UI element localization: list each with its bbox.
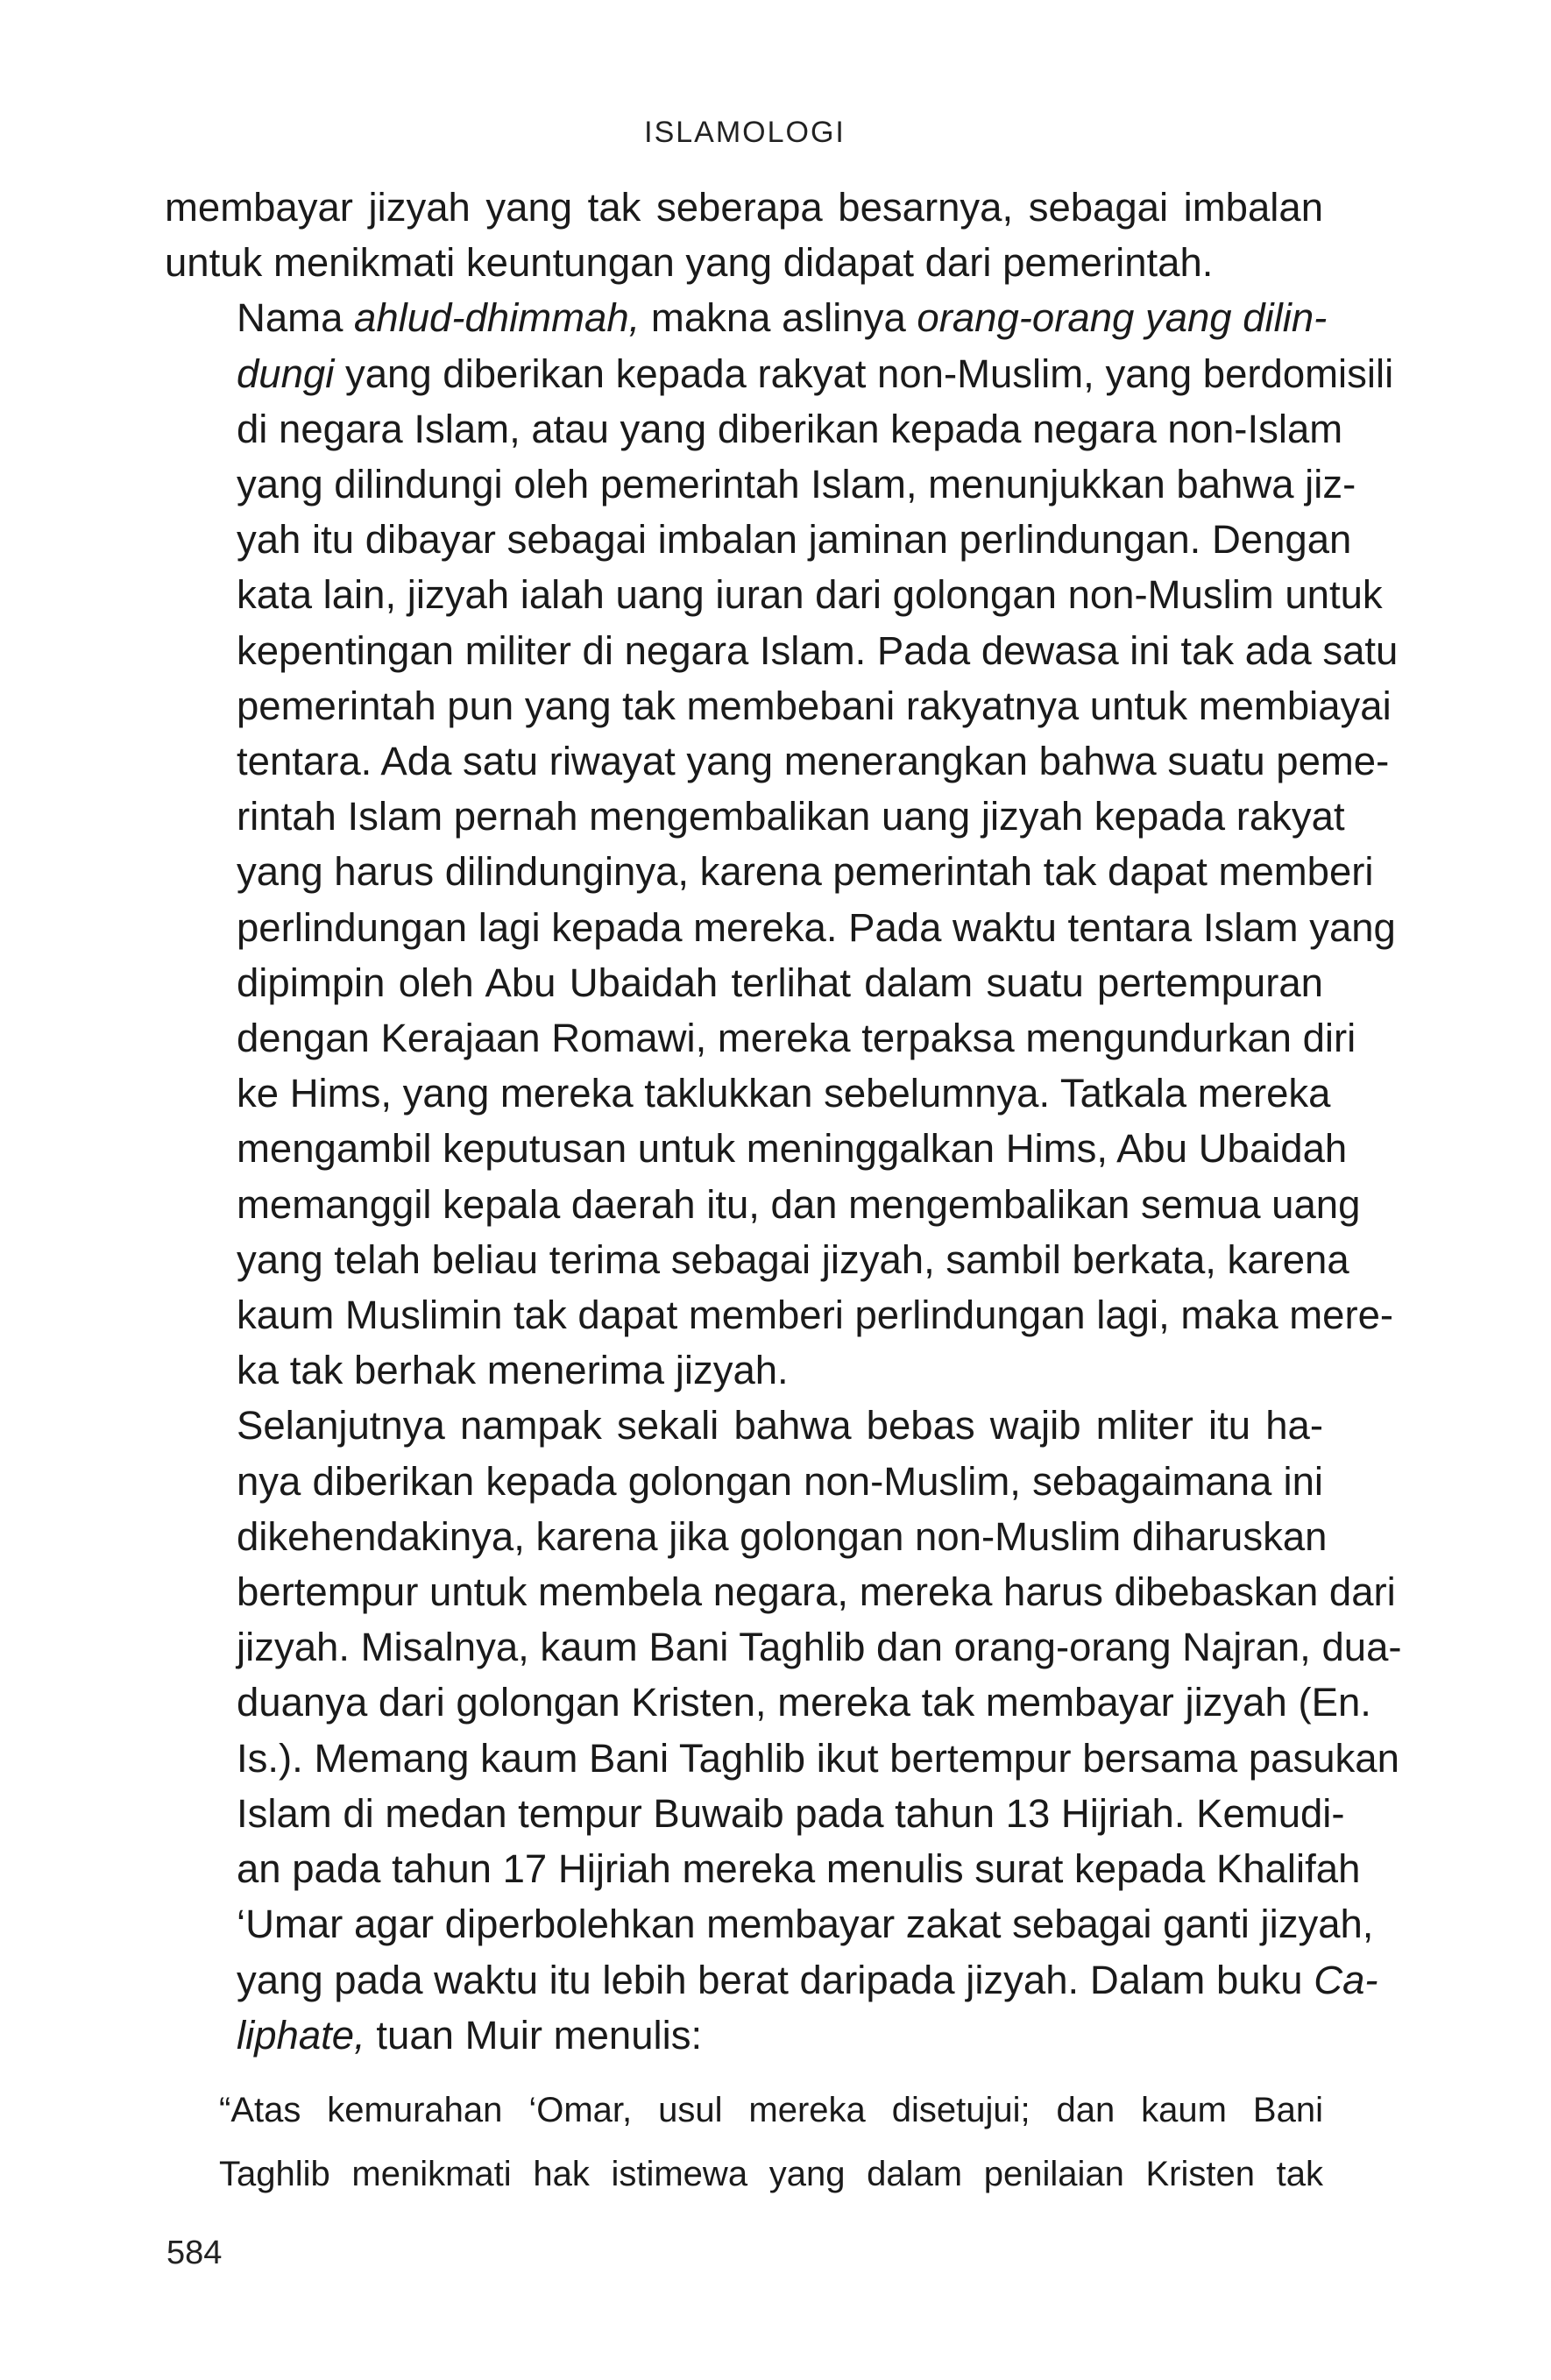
paragraph-3 bbox=[165, 1398, 1402, 2062]
quote-line: “Atas kemurahan ‘Omar, usul mereka disetujui; dan kaum Bani bbox=[219, 2090, 1323, 2129]
italic-term: orang-orang yang dilin- bbox=[917, 295, 1328, 341]
italic-term: Ca- bbox=[1314, 1957, 1378, 2002]
text-line: Selanjutnya nampak sekali bahwa bebas wajib mliter itu ha- bbox=[237, 1403, 1323, 1449]
italic-term: ahlud-dhimmah, bbox=[354, 295, 641, 341]
text-line: perlindungan lagi kepada mereka. Pada waktu tentara Islam yang bbox=[237, 904, 1396, 950]
body-text bbox=[165, 180, 1402, 2206]
text-line: Nama ahlud-dhimmah, makna aslinya orang-orang yang dilin- bbox=[237, 295, 1328, 341]
text-line: yang telah beliau terima sebagai jizyah, sambil berkata, karena bbox=[237, 1236, 1349, 1282]
text-line: rintah Islam pernah mengembalikan uang jizyah kepada rakyat bbox=[237, 794, 1345, 839]
quote-line: Taghlib menikmati hak istimewa yang dalam penilaian Kristen tak bbox=[219, 2154, 1323, 2193]
text-line: pemerintah pun yang tak membebani rakyatnya untuk membiayai bbox=[237, 683, 1392, 728]
text-line: kaum Muslimin tak dapat memberi perlindungan lagi, maka mere- bbox=[237, 1293, 1394, 1338]
text-line: liphate, tuan Muir menulis: bbox=[237, 2012, 703, 2058]
text-line: kata lain, jizyah ialah uang iuran dari golongan non-Muslim untuk bbox=[237, 572, 1383, 618]
text-line: jizyah. Misalnya, kaum Bani Taghlib dan orang-orang Najran, dua- bbox=[237, 1625, 1402, 1670]
paragraph-1 bbox=[165, 180, 1323, 290]
text-line: tentara. Ada satu riwayat yang menerangkan bahwa suatu peme- bbox=[237, 739, 1390, 784]
text-line: duanya dari golongan Kristen, mereka tak membayar jizyah (En. bbox=[237, 1680, 1371, 1725]
running-header: ISLAMOLOGI bbox=[644, 116, 846, 149]
paragraph-2 bbox=[165, 290, 1399, 1398]
text-line: Islam di medan tempur Buwaib pada tahun 13 Hijriah. Kemudi- bbox=[237, 1790, 1345, 1836]
text-line: dengan Kerajaan Romawi, mereka terpaksa mengundurkan diri bbox=[237, 1016, 1356, 1061]
page-number: 584 bbox=[166, 2235, 223, 2271]
text-line: membayar jizyah yang tak seberapa besarnya, sebagai imbalan bbox=[165, 185, 1323, 230]
text-line: dipimpin oleh Abu Ubaidah terlihat dalam suatu pertempuran bbox=[237, 960, 1323, 1005]
text-line: di negara Islam, atau yang diberikan kepada negara non-Islam bbox=[237, 406, 1343, 451]
text-line: yah itu dibayar sebagai imbalan jaminan perlindungan. Dengan bbox=[237, 517, 1352, 563]
text-line: bertempur untuk membela negara, mereka harus dibebaskan dari bbox=[237, 1569, 1396, 1615]
paragraphs-container bbox=[165, 180, 1402, 2063]
text-line: yang dilindungi oleh pemerintah Islam, menunjukkan bahwa jiz- bbox=[237, 462, 1356, 507]
block-quote bbox=[165, 2079, 1323, 2206]
text-line: ‘Umar agar diperbolehkan membayar zakat sebagai ganti jizyah, bbox=[237, 1902, 1374, 1947]
text-line: yang pada waktu itu lebih berat daripada jizyah. Dalam buku Ca- bbox=[237, 1957, 1378, 2002]
text-line: an pada tahun 17 Hijriah mereka menulis surat kepada Khalifah bbox=[237, 1846, 1361, 1892]
text-line: yang harus dilindunginya, karena pemerintah tak dapat memberi bbox=[237, 849, 1374, 895]
text-line: kepentingan militer di negara Islam. Pada dewasa ini tak ada satu bbox=[237, 627, 1399, 673]
text-line: mengambil keputusan untuk meninggalkan Hims, Abu Ubaidah bbox=[237, 1126, 1348, 1172]
text-line: memanggil kepala daerah itu, dan mengembalikan semua uang bbox=[237, 1181, 1361, 1227]
text-line: Is.). Memang kaum Bani Taghlib ikut bertempur bersama pasukan bbox=[237, 1735, 1399, 1781]
text-line: ka tak berhak menerima jizyah. bbox=[237, 1348, 789, 1393]
text-line: nya diberikan kepada golongan non-Muslim, sebagaimana ini bbox=[237, 1458, 1323, 1504]
italic-term: liphate, bbox=[237, 2012, 365, 2058]
text-line: untuk menikmati keuntungan yang didapat dari pemerintah. bbox=[165, 240, 1214, 286]
text-line: dikehendakinya, karena jika golongan non-Muslim diharuskan bbox=[237, 1513, 1328, 1559]
italic-term: dungi bbox=[237, 351, 335, 396]
text-line: ke Hims, yang mereka taklukkan sebelumnya. Tatkala mereka bbox=[237, 1071, 1331, 1116]
text-line: dungi yang diberikan kepada rakyat non-Muslim, yang berdomisili bbox=[237, 351, 1394, 396]
